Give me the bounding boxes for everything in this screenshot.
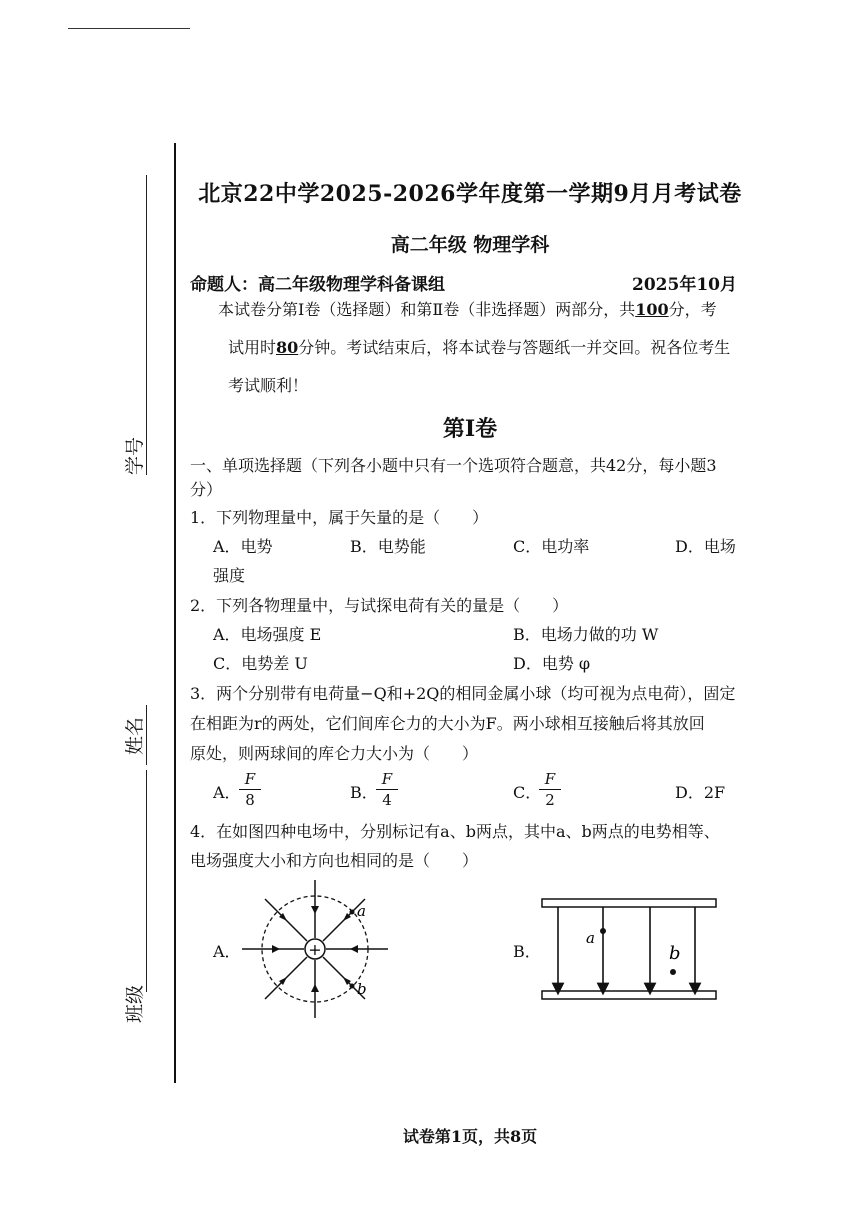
q1-option-a[interactable]: A．电势 xyxy=(213,537,273,556)
bottom-plate xyxy=(542,991,716,999)
intro-line-3: 考试顺利！ xyxy=(228,376,309,395)
point-b-dot xyxy=(670,969,676,975)
charge-sign: + xyxy=(308,940,322,959)
q3-stem-1: 3．两个分别带有电荷量−Q和+2Q的相同金属小球（均可视为点电荷），固定 xyxy=(190,684,736,703)
q4-option-b-label[interactable]: B． xyxy=(513,942,541,961)
q3-option-b-fraction[interactable] xyxy=(376,770,398,809)
top-rule xyxy=(68,28,190,29)
intro-line-2 xyxy=(228,338,730,358)
intro-text: 分，考 xyxy=(668,300,717,319)
intro-text: 分钟。考试结束后，将本试卷与答题纸一并交回。祝各位考生 xyxy=(298,338,731,357)
fraction-numerator: F xyxy=(244,770,256,788)
q3-option-a-fraction[interactable] xyxy=(239,770,261,809)
intro-text: 本试卷分第Ⅰ卷（选择题）和第Ⅱ卷（非选择题）两部分，共 xyxy=(218,300,636,319)
binding-line xyxy=(174,143,176,1083)
q3-option-d[interactable]: D．2F xyxy=(675,783,726,802)
fraction-denominator: 2 xyxy=(545,791,555,809)
point-b-label: b xyxy=(357,980,367,998)
q1-option-d[interactable]: D．电场 xyxy=(675,537,736,556)
q4-stem-1: 4．在如图四种电场中，分别标记有a、b两点，其中a、b两点的电势相等、 xyxy=(190,822,720,841)
exam-subtitle: 高二年级 物理学科 xyxy=(390,234,550,256)
q3-option-a-label[interactable]: A． xyxy=(213,783,241,802)
fraction-numerator: F xyxy=(544,770,556,788)
exam-author: 命题人：高二年级物理学科备课组 xyxy=(190,275,445,295)
q4-diagram-b[interactable] xyxy=(540,895,720,1005)
q2-option-b[interactable]: B．电场力做的功 W xyxy=(513,625,659,644)
q2-stem: 2．下列各物理量中，与试探电荷有关的量是（ ） xyxy=(190,596,569,615)
section-instruction: 一、单项选择题（下列各小题中只有一个选项符合题意，共42分，每小题3 xyxy=(190,456,717,475)
q1-stem: 1．下列物理量中，属于矢量的是（ ） xyxy=(190,508,489,527)
intro-text: 试用时 xyxy=(228,338,277,357)
fraction-bar xyxy=(376,789,398,790)
q2-option-d[interactable]: D．电势 φ xyxy=(513,654,591,673)
class-blank[interactable] xyxy=(146,770,147,992)
exam-minutes: 80 xyxy=(276,338,299,357)
q1-option-b[interactable]: B．电势能 xyxy=(350,537,426,556)
total-score: 100 xyxy=(635,300,669,319)
point-a-dot xyxy=(350,910,355,915)
student-id-blank[interactable] xyxy=(146,175,147,475)
q4-option-a-label[interactable]: A． xyxy=(213,942,241,961)
q4-stem-2: 电场强度大小和方向也相同的是（ ） xyxy=(190,851,479,870)
fraction-bar xyxy=(239,789,261,790)
fraction-denominator: 8 xyxy=(245,791,255,809)
point-a-dot xyxy=(600,928,606,934)
q3-stem-2: 在相距为r的两处，它们间库仑力的大小为F。两小球相互接触后将其放回 xyxy=(190,714,705,733)
top-plate xyxy=(542,899,716,907)
student-id-label: 学号 xyxy=(124,436,146,475)
q3-option-b-label[interactable]: B． xyxy=(350,783,378,802)
fraction-numerator: F xyxy=(381,770,393,788)
point-a-label: a xyxy=(357,902,366,920)
class-label: 班级 xyxy=(124,984,146,1023)
q3-option-c-label[interactable]: C． xyxy=(513,783,542,802)
q1-option-c[interactable]: C．电功率 xyxy=(513,537,590,556)
fraction-bar xyxy=(539,789,561,790)
point-b-dot xyxy=(350,984,355,989)
q4-diagram-a[interactable] xyxy=(240,878,390,1020)
q2-option-c[interactable]: C．电势差 U xyxy=(213,654,308,673)
volume-heading: 第Ⅰ卷 xyxy=(442,416,498,442)
q1-option-d-cont: 强度 xyxy=(213,566,246,585)
q3-stem-3: 原处，则两球间的库仑力大小为（ ） xyxy=(190,744,479,763)
fraction-denominator: 4 xyxy=(382,791,392,809)
q3-option-c-fraction[interactable] xyxy=(539,770,561,809)
section-instruction-cont: 分） xyxy=(190,480,223,499)
intro-line-1 xyxy=(218,300,717,320)
page-footer: 试卷第1页，共8页 xyxy=(402,1127,538,1146)
point-a-label: a xyxy=(586,929,595,947)
exam-title: 北京22中学2025-2026学年度第一学期9月月考试卷 xyxy=(198,181,742,207)
point-b-label: b xyxy=(669,943,681,964)
exam-date: 2025年10月 xyxy=(632,275,737,295)
name-label: 姓名 xyxy=(124,716,146,755)
q2-option-a[interactable]: A．电场强度 E xyxy=(213,625,322,644)
